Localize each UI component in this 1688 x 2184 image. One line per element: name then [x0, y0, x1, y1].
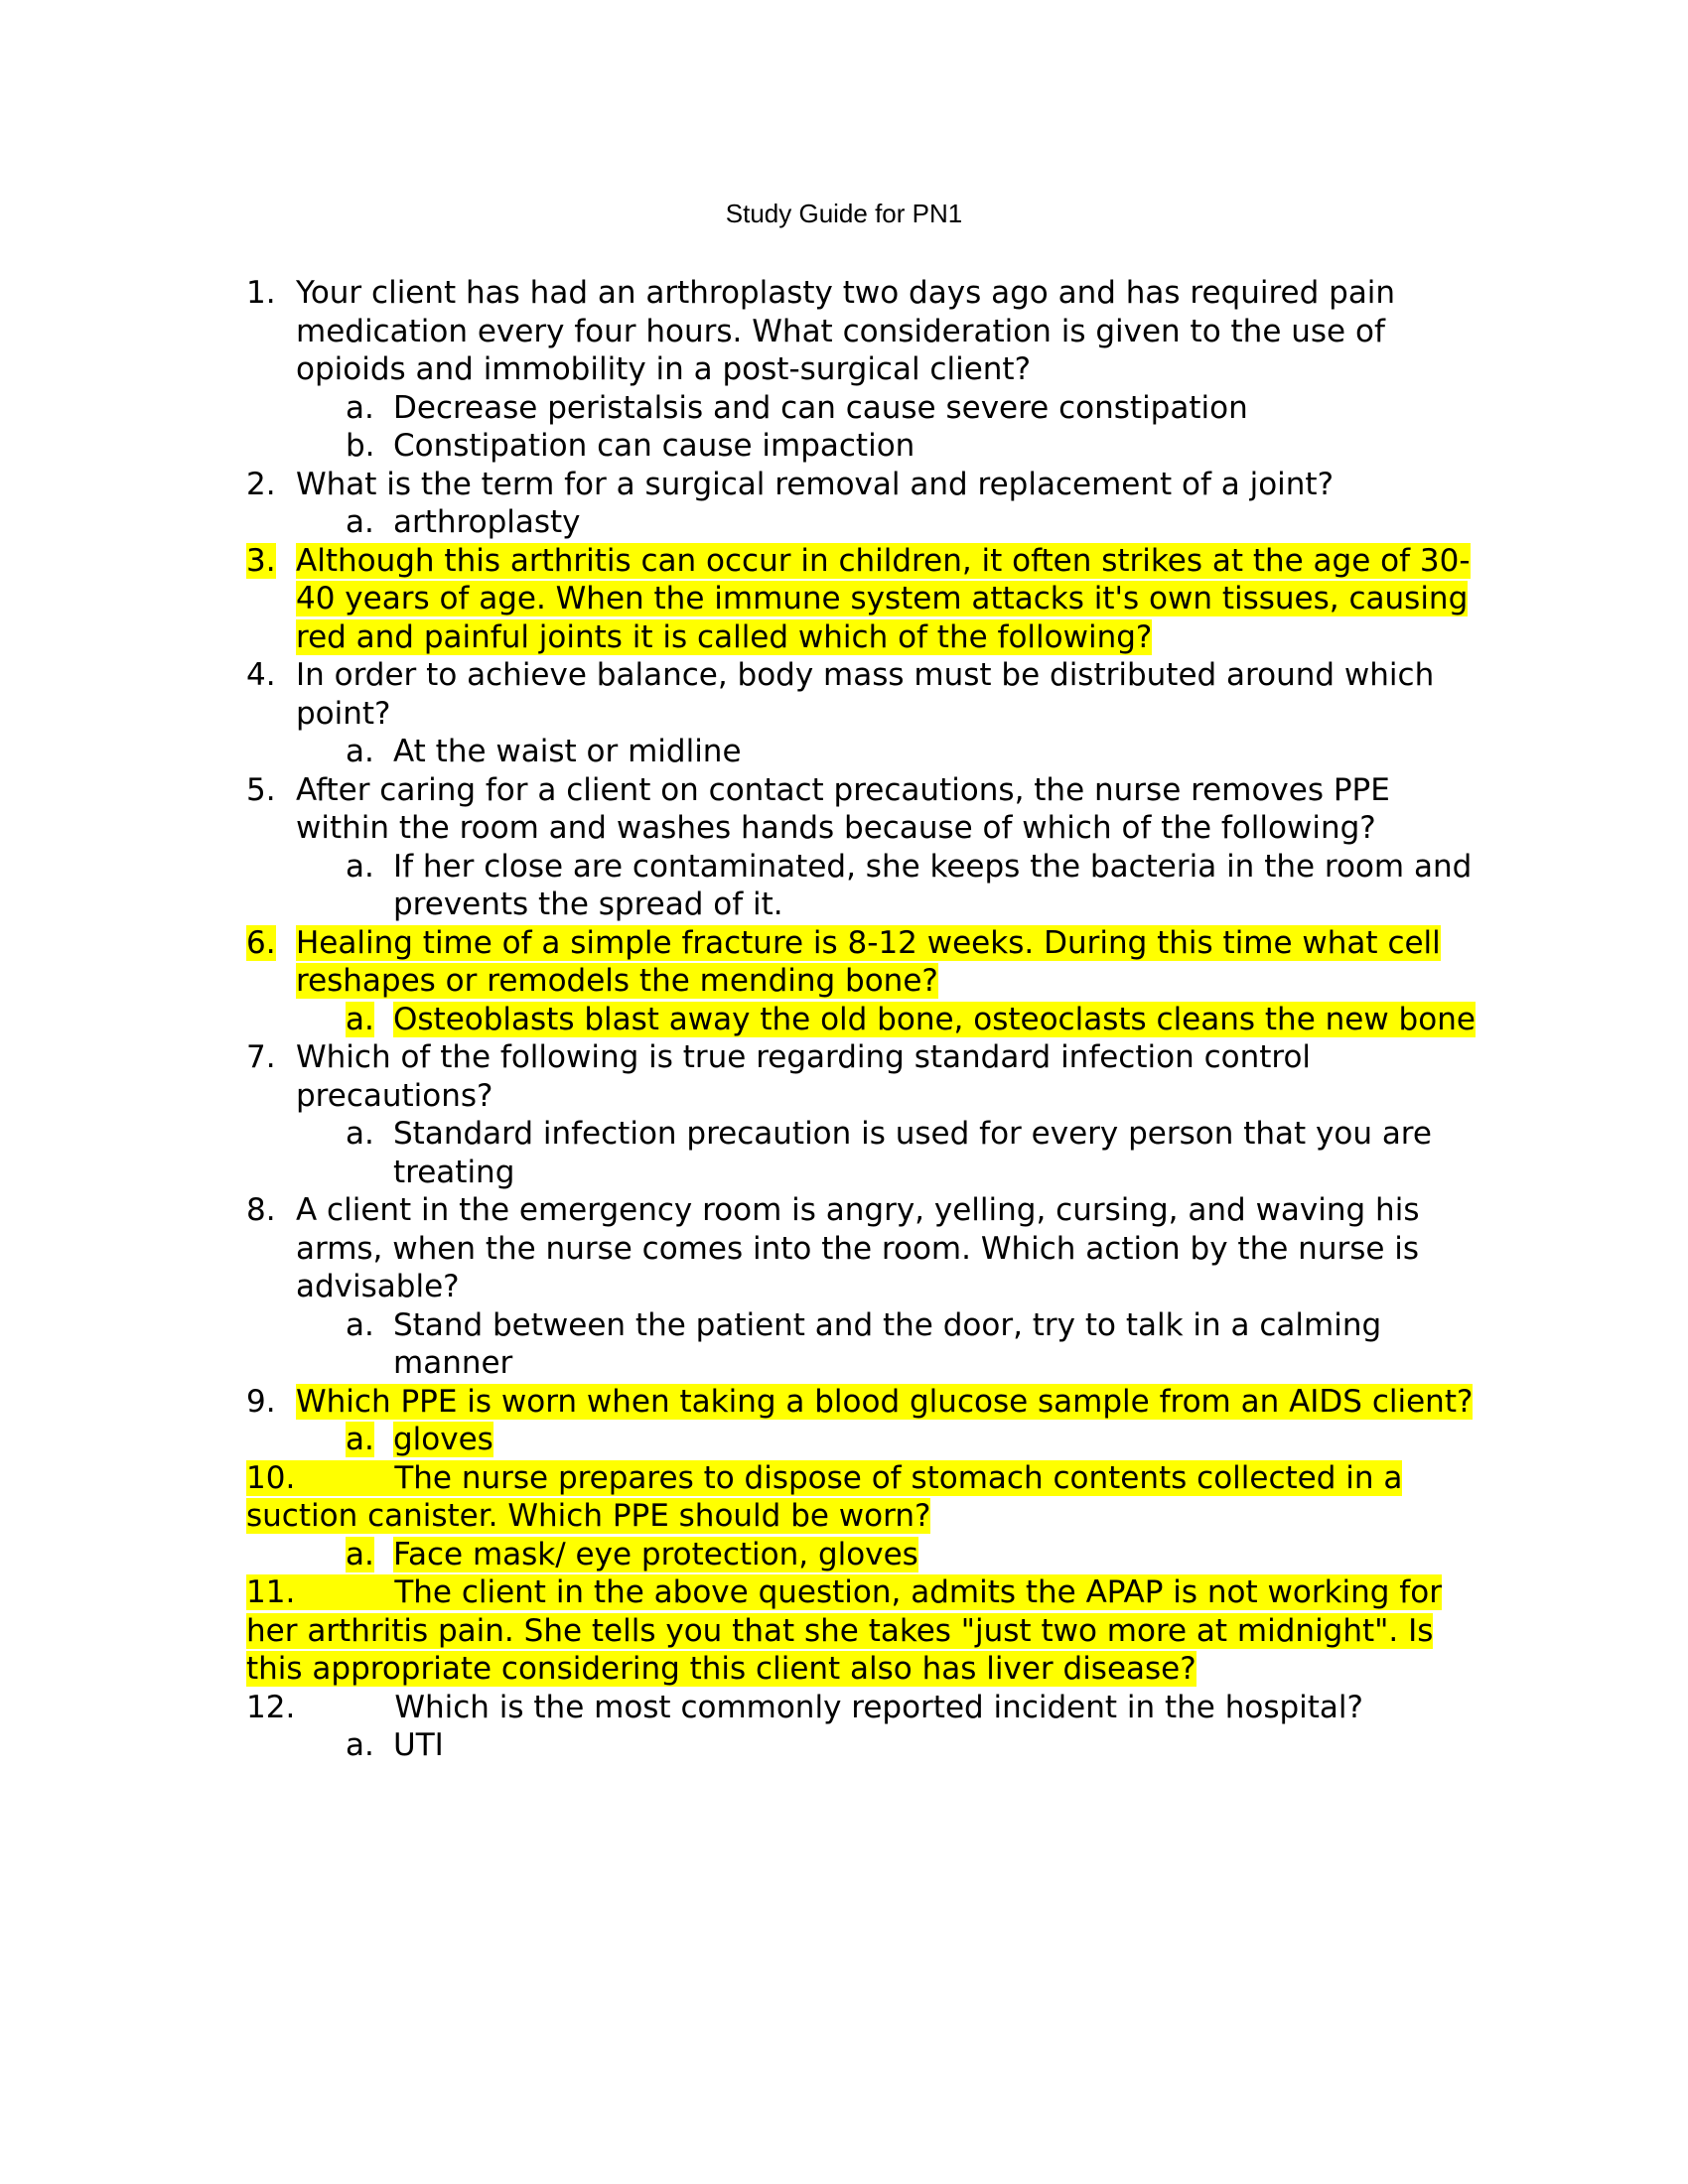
question-item-highlighted	[246, 542, 1477, 657]
answer-item	[346, 848, 1477, 924]
question-text: What is the term for a surgical removal and replacement of a joint?	[296, 466, 1335, 502]
answer-letter: a.	[346, 1001, 374, 1037]
question-number: 4.	[246, 657, 276, 693]
question-number: 9.	[246, 1383, 276, 1420]
question-item	[246, 656, 1477, 733]
answer-text: arthroplasty	[393, 504, 581, 540]
answer-item	[346, 503, 1477, 542]
answer-letter: a.	[346, 1306, 374, 1343]
answer-text: Constipation can cause impaction	[393, 428, 915, 464]
question-number: 2.	[246, 466, 276, 502]
question-text: The nurse prepares to dispose of stomach contents collected in a suction canister. Which PPE should be worn?	[246, 1459, 1403, 1534]
answer-item	[346, 427, 1477, 466]
answer-text: At the waist or midline	[393, 734, 742, 769]
question-text: Which PPE is worn when taking a blood glucose sample from an AIDS client?	[296, 1383, 1474, 1420]
answer-item-highlighted	[346, 1536, 1477, 1574]
answer-letter: a.	[346, 389, 374, 426]
answer-text: Osteoblasts blast away the old bone, osteoclasts cleans the new bone	[393, 1001, 1476, 1037]
answer-letter: b.	[346, 428, 375, 464]
answer-item	[346, 389, 1477, 428]
answer-letter: a.	[346, 504, 374, 540]
answer-text: gloves	[393, 1422, 493, 1457]
question-text: Your client has had an arthroplasty two days ago and has required pain medication every four hours. What consideration is given to the use of opioids and immobility in a post-surgical client?	[296, 275, 1396, 387]
question-text: Which of the following is true regarding standard infection control precautions?	[296, 1039, 1312, 1114]
question-number: 6.	[246, 924, 276, 961]
question-item	[246, 466, 1477, 504]
question-item	[246, 1689, 1477, 1727]
question-text: A client in the emergency room is angry, yelling, cursing, and waving his arms, when the nurse comes into the room. Which action by the nurse is advisable?	[296, 1192, 1420, 1304]
answer-text: UTI	[393, 1727, 444, 1763]
answer-item	[346, 733, 1477, 771]
answer-text: Standard infection precaution is used for every person that you are treating	[393, 1116, 1432, 1190]
question-number: 8.	[246, 1192, 276, 1228]
answer-text: Face mask/ eye protection, gloves	[393, 1536, 918, 1572]
question-text: The client in the above question, admits the APAP is not working for her arthritis pain. She tells you that she takes "just two more at midnight". Is this appropriate considering this client also has liver disease?	[246, 1574, 1442, 1687]
question-item	[246, 274, 1477, 389]
answer-letter: a.	[346, 1116, 374, 1152]
answer-letter: a.	[346, 848, 374, 885]
question-item-highlighted	[246, 1459, 1477, 1536]
question-number: 11.	[246, 1574, 296, 1610]
answer-item-highlighted	[346, 1001, 1477, 1039]
answer-item-highlighted	[346, 1421, 1477, 1459]
answer-text: Stand between the patient and the door, try to talk in a calming manner	[393, 1306, 1382, 1381]
question-number: 10.	[246, 1459, 296, 1496]
answer-item	[346, 1115, 1477, 1191]
question-text: In order to achieve balance, body mass must be distributed around which point?	[296, 657, 1435, 732]
question-number: 3.	[246, 542, 276, 579]
question-text: Which is the most commonly reported incident in the hospital?	[394, 1689, 1363, 1725]
answer-text: Decrease peristalsis and can cause severe constipation	[393, 389, 1248, 426]
question-text: After caring for a client on contact precautions, the nurse removes PPE within the room and washes hands because of which of the following?	[296, 771, 1390, 846]
question-text: Healing time of a simple fracture is 8-12 weeks. During this time what cell reshapes or remodels the mending bone?	[296, 924, 1441, 999]
question-item-highlighted	[246, 1383, 1477, 1422]
question-item	[246, 1191, 1477, 1306]
answer-letter: a.	[346, 734, 374, 769]
question-number: 7.	[246, 1039, 276, 1075]
question-item	[246, 771, 1477, 848]
answer-item	[346, 1306, 1477, 1383]
question-number: 1.	[246, 275, 276, 311]
answer-letter: a.	[346, 1536, 374, 1572]
answer-text: If her close are contaminated, she keeps the bacteria in the room and prevents the spread of it.	[393, 848, 1473, 922]
answer-letter: a.	[346, 1727, 374, 1763]
question-list	[246, 274, 1477, 1765]
question-item	[246, 1038, 1477, 1115]
page-title: Study Guide for PN1	[725, 199, 963, 228]
question-number: 5.	[246, 771, 276, 808]
question-number: 12.	[246, 1689, 296, 1725]
answer-item	[346, 1726, 1477, 1765]
answer-letter: a.	[346, 1422, 374, 1457]
question-text: Although this arthritis can occur in children, it often strikes at the age of 30-40 years of age. When the immune system attacks it's own tissues, causing red and painful joints it is called which of the following?	[296, 542, 1471, 655]
question-item-highlighted	[246, 1573, 1477, 1689]
question-item-highlighted	[246, 924, 1477, 1001]
